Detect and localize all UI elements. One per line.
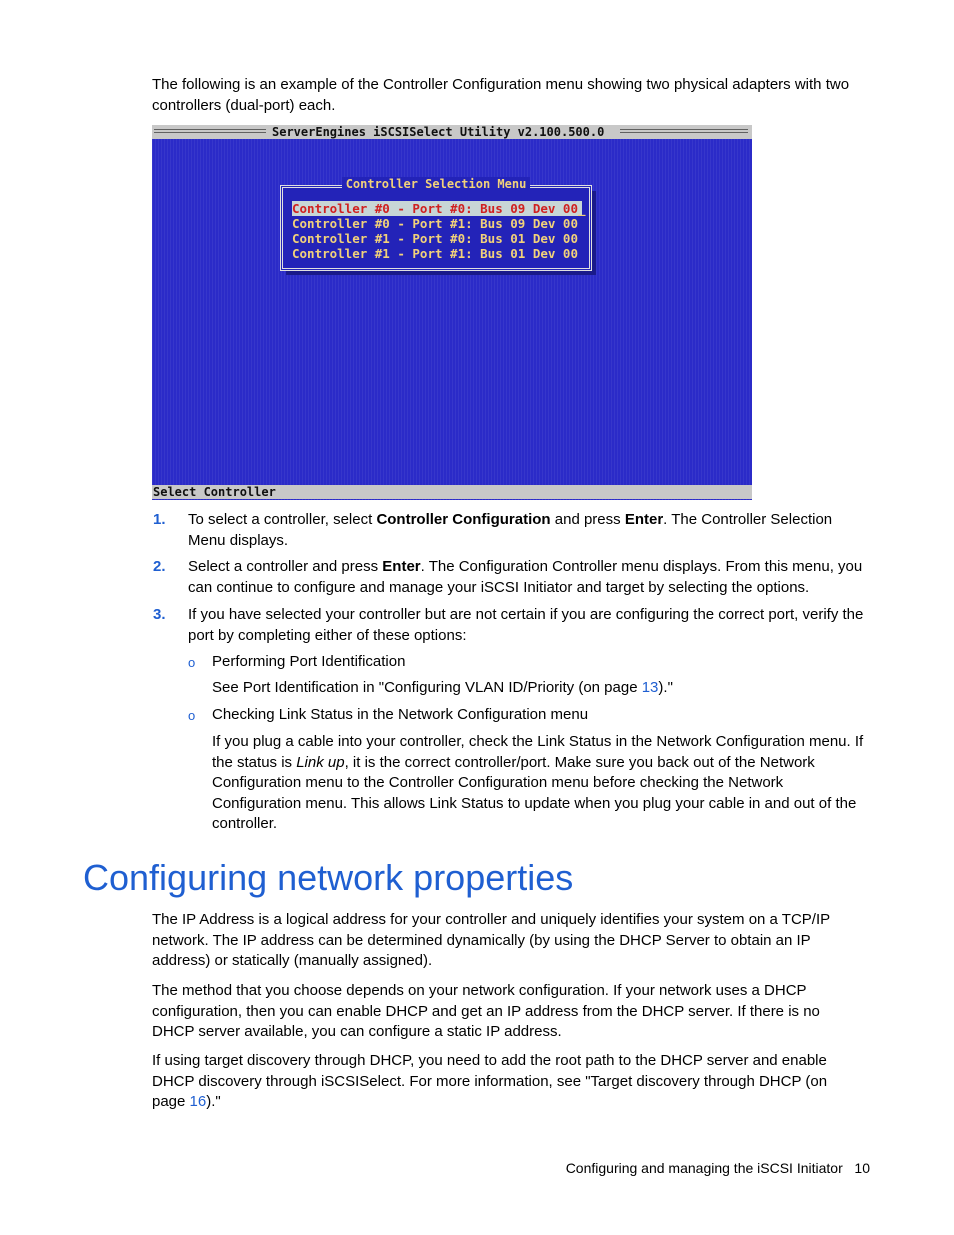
section-paragraph-1: The IP Address is a logical address for your controller and uniquely identifies your system on a TCP/IP network. The IP address can be determined dynamically (by using the DHCP Server to obtain an IP address) or statically (manually assigned). xyxy=(152,911,830,969)
key-enter: Enter xyxy=(382,558,421,575)
step-2-text xyxy=(188,557,873,598)
bullet-icon: o xyxy=(188,708,196,723)
step-1-part: . The Controller Selection Menu displays. xyxy=(188,511,833,549)
section-paragraph-3-part: )." xyxy=(206,1093,221,1110)
utility-title-bar xyxy=(152,125,752,139)
menu-item-controller-1-port-0[interactable] xyxy=(292,231,582,246)
key-enter: Enter xyxy=(624,511,664,528)
iscsiselect-screenshot xyxy=(152,125,752,500)
section-heading: Configuring network properties xyxy=(83,857,574,898)
utility-title: ServerEngines iSCSISelect Utility v2.100.500.0 xyxy=(272,125,605,139)
step-number-2: 2. xyxy=(153,558,166,575)
page-link-13[interactable]: 13 xyxy=(641,679,659,696)
text-cursor: _ xyxy=(577,201,586,216)
status-text: Select Controller xyxy=(153,485,276,499)
step-number-1: 1. xyxy=(153,511,166,528)
option-1-part: )." xyxy=(658,679,673,696)
option-1-title: Performing Port Identification xyxy=(212,653,406,670)
status-term-link-up: Link up xyxy=(296,753,345,771)
section-paragraph-3 xyxy=(152,1051,852,1113)
step-1-part: To select a controller, select xyxy=(188,511,377,528)
section-paragraph-3-part: If using target discovery through DHCP, you need to add the root path to the DHCP server and enable DHCP discovery through iSCSISelect. For more information, see "Target discovery through DHCP (on page xyxy=(152,1052,828,1110)
option-1-description xyxy=(212,678,872,699)
controller-selection-menu xyxy=(280,177,592,271)
footer-text: Configuring and managing the iSCSI Initiator xyxy=(565,1160,843,1176)
menu-item-label: Controller #0 - Port #1: Bus 09 Dev 00 xyxy=(292,216,578,231)
option-1-part: See Port Identification in "Configuring VLAN ID/Priority (on page xyxy=(212,679,642,696)
intro-paragraph: The following is an example of the Controller Configuration menu showing two physical adapters with two controllers (dual-port) each. xyxy=(152,76,850,114)
option-2-part: If you plug a cable into your controller, check the Link Status in the Network Configuration menu. If the status is xyxy=(212,733,864,771)
step-2-part: Select a controller and press xyxy=(188,558,383,575)
step-1-part: and press xyxy=(550,511,625,528)
step-number-3: 3. xyxy=(153,606,166,623)
ui-term-controller-configuration: Controller Configuration xyxy=(376,511,551,528)
menu-item-controller-0-port-0[interactable] xyxy=(292,201,586,216)
page-footer xyxy=(566,1158,870,1179)
utility-status-bar xyxy=(152,485,752,499)
menu-item-controller-1-port-1[interactable] xyxy=(292,246,582,261)
menu-item-label: Controller #0 - Port #0: Bus 09 Dev 00 xyxy=(292,201,578,216)
step-3-text: If you have selected your controller but are not certain if you are configuring the correct port, verify the port by completing either of these options: xyxy=(188,606,864,644)
section-paragraph-2: The method that you choose depends on your network configuration. If your network uses a DHCP configuration, then you can enable DHCP and get an IP address from the DHCP server. If there is no DHCP server available, you can configure a static IP address. xyxy=(152,982,820,1040)
title-bar-stripe-right xyxy=(620,129,748,135)
step-1-text xyxy=(188,510,873,551)
step-2-part: . The Configuration Controller menu displays. From this menu, you can continue to configure and manage your iSCSI Initiator and target by selecting the options. xyxy=(188,558,863,596)
menu-title: Controller Selection Menu xyxy=(342,177,531,191)
menu-item-controller-0-port-1[interactable] xyxy=(292,216,582,231)
bullet-icon: o xyxy=(188,655,196,670)
page-number: 10 xyxy=(854,1160,870,1176)
title-bar-stripe-left xyxy=(154,129,266,135)
menu-item-label: Controller #1 - Port #0: Bus 01 Dev 00 xyxy=(292,231,578,246)
page-link-16[interactable]: 16 xyxy=(189,1093,207,1110)
option-2-description xyxy=(212,732,874,835)
menu-item-label: Controller #1 - Port #1: Bus 01 Dev 00 xyxy=(292,246,578,261)
option-2-title: Checking Link Status in the Network Configuration menu xyxy=(212,706,589,723)
option-2-part: , it is the correct controller/port. Make sure you back out of the Network Configuration menu to the Controller Configuration menu before checking the Network Configuration menu. This allows Link Status to update when you plug your cable in and out of the controller. xyxy=(212,753,857,832)
